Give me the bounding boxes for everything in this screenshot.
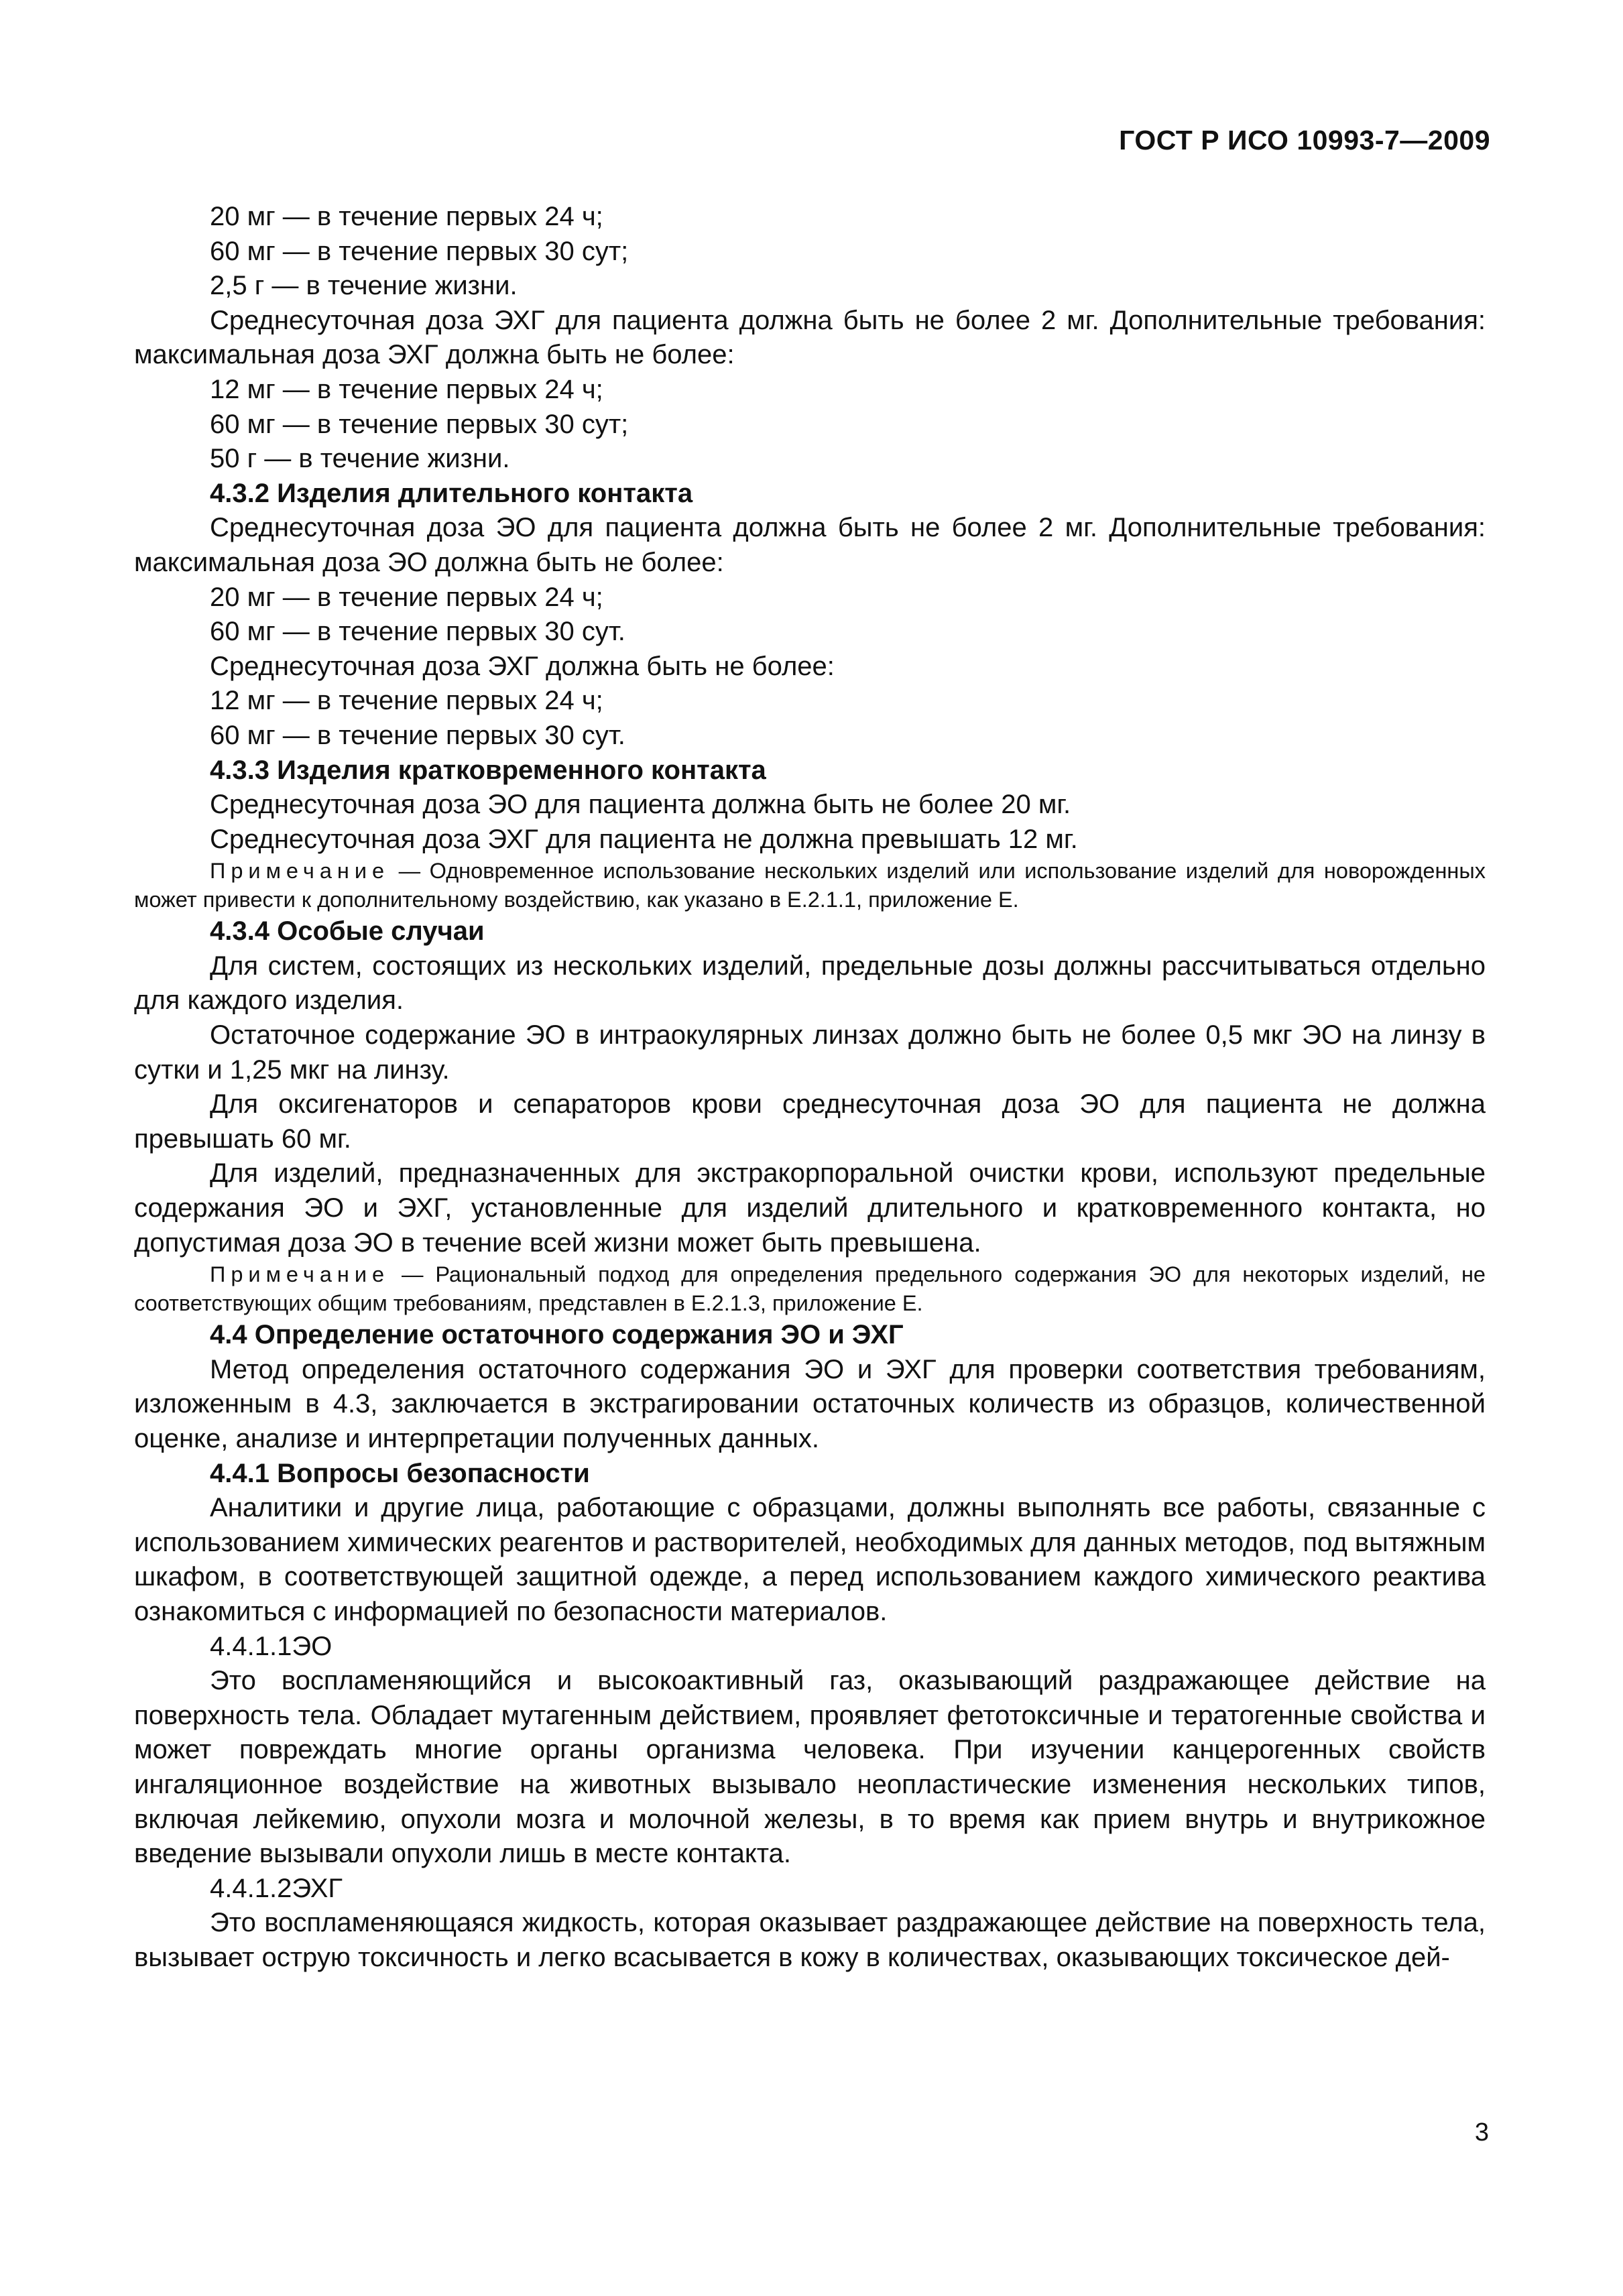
- paragraph: Это воспламеняющаяся жидкость, которая оказывает раздражающее действие на поверхность тела, вызывает острую токсичность и легко всасывается в кожу в количествах, оказывающих токсическое дей-: [134, 1908, 1486, 1972]
- paragraph: 2,5 г — в течение жизни.: [210, 271, 518, 301]
- note: [134, 1260, 1486, 1318]
- paragraph: Среднесуточная доза ЭХГ должна быть не более:: [210, 651, 835, 681]
- document-header: ГОСТ Р ИСО 10993-7—2009: [1119, 125, 1490, 156]
- paragraph: Для изделий, предназначенных для экстракорпоральной очистки крови, используют предельные содержания ЭО и ЭХГ, установленные для изделий длительного и кратковременного контакта, но допустимая доза ЭО в течение всей жизни может быть превышена.: [134, 1158, 1486, 1258]
- paragraph: Это воспламеняющийся и высокоактивный газ, оказывающий раздражающее действие на поверхность тела. Обладает мутагенным действием, проявляет фетотоксичные и тератогенные свойства и может повреждать многие органы организма человека. При изучении канцерогенных свойств ингаляционное воздействие на животных вызывало неопластические изменения нескольких типов, включая лейкемию, опухоли мозга и молочной железы, в то время как прием внутрь и внутрикожное введение вызывали опухоли лишь в месте контакта.: [134, 1666, 1486, 1869]
- paragraph: Среднесуточная доза ЭХГ для пациента должна быть не более 2 мг. Дополнительные требования: максимальная доза ЭХГ должна быть не более:: [134, 305, 1486, 370]
- section-heading: 4.3.3 Изделия кратковременного контакта: [210, 755, 766, 785]
- note-label: Примечание: [210, 1262, 390, 1287]
- paragraph: Остаточное содержание ЭО в интраокулярных линзах должно быть не более 0,5 мкг ЭО на линзу в сутки и 1,25 мкг на линзу.: [134, 1020, 1486, 1085]
- note-text: — Рациональный подход для определения предельного содержания ЭО для некоторых изделий, не соответствующих общим требованиям, представлен в Е.2.1.3, приложение Е.: [134, 1262, 1486, 1316]
- paragraph: 60 мг — в течение первых 30 сут.: [210, 617, 625, 647]
- paragraph: Метод определения остаточного содержания ЭО и ЭХГ для проверки соответствия требованиям, изложенным в 4.3, заключается в экстрагировании остаточных количеств из образцов, количественной оценке, анализе и интерпретации полученных данных.: [134, 1354, 1486, 1453]
- paragraph: 60 мг — в течение первых 30 сут;: [210, 236, 629, 266]
- subsection-heading: 4.4.1.1ЭО: [210, 1631, 333, 1661]
- page-number: 3: [1474, 2118, 1489, 2147]
- paragraph: Среднесуточная доза ЭО для пациента должна быть не более 2 мг. Дополнительные требования: максимальная доза ЭО должна быть не более:: [134, 513, 1486, 577]
- subsection-heading: 4.4.1.2ЭХГ: [210, 1873, 343, 1903]
- paragraph: 20 мг — в течение первых 24 ч;: [210, 202, 603, 231]
- section-heading: 4.4.1 Вопросы безопасности: [210, 1458, 590, 1488]
- paragraph: 50 г — в течение жизни.: [210, 444, 510, 474]
- paragraph: 12 мг — в течение первых 24 ч;: [210, 686, 603, 716]
- paragraph: Среднесуточная доза ЭХГ для пациента не должна превышать 12 мг.: [210, 824, 1078, 854]
- paragraph: 60 мг — в течение первых 30 сут.: [210, 720, 625, 750]
- paragraph: 60 мг — в течение первых 30 сут;: [210, 409, 629, 439]
- note: [134, 857, 1486, 914]
- paragraph: Среднесуточная доза ЭО для пациента должна быть не более 20 мг.: [210, 790, 1071, 820]
- paragraph: 12 мг — в течение первых 24 ч;: [210, 374, 603, 404]
- paragraph: 20 мг — в течение первых 24 ч;: [210, 582, 603, 612]
- document-body: [134, 200, 1486, 1976]
- section-heading: 4.3.2 Изделия длительного контакта: [210, 478, 693, 508]
- section-heading: 4.3.4 Особые случаи: [210, 916, 485, 947]
- paragraph: Для систем, состоящих из нескольких изделий, предельные дозы должны рассчитываться отдельно для каждого изделия.: [134, 951, 1486, 1016]
- paragraph: Аналитики и другие лица, работающие с образцами, должны выполнять все работы, связанные с использованием химических реагентов и растворителей, необходимых для данных методов, под вытяжным шкафом, в соответствующей защитной одежде, а перед использованием каждого химического реактива ознакомиться с информацией по безопасности материалов.: [134, 1493, 1486, 1626]
- section-heading: 4.4 Определение остаточного содержания ЭО и ЭХГ: [210, 1320, 904, 1350]
- note-text: — Одновременное использование нескольких изделий или использование изделий для новорожденных может привести к дополнительному воздействию, как указано в Е.2.1.1, приложение Е.: [134, 859, 1486, 912]
- paragraph: Для оксигенаторов и сепараторов крови среднесуточная доза ЭО для пациента не должна превышать 60 мг.: [134, 1089, 1486, 1154]
- note-label: Примечание: [210, 859, 390, 884]
